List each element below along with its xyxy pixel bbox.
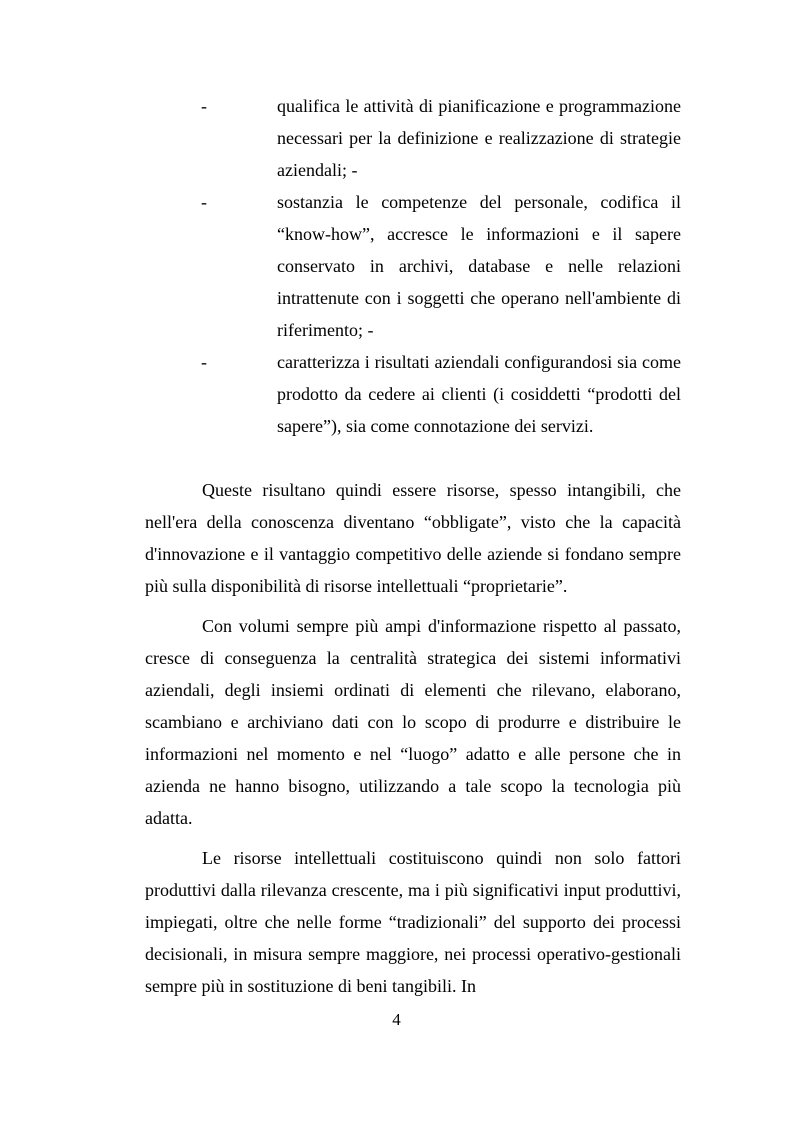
paragraph: Con volumi sempre più ampi d'informazione rispetto al passato, cresce di conseguenza la centralità strategica dei sistemi informativi aziendali, degli insiemi ordinati di elementi che rilevano, elaborano, scambiano e archiviano dati con lo scopo di produrre e distribuire le informazioni nel momento e nel “luogo” adatto e alle persone che in azienda ne hanno bisogno, utilizzando a tale scopo la tecnologia più adatta. (145, 616, 681, 828)
list-marker: - (201, 352, 207, 372)
list-item (201, 186, 681, 346)
bullet-list (201, 90, 681, 442)
list-item-text: qualifica le attività di pianificazione e programmazione necessari per la definizione e realizzazione di strategie aziendali; - (277, 96, 681, 180)
list-marker: - (201, 192, 207, 212)
list-marker: - (201, 96, 207, 116)
body-text (145, 474, 681, 1010)
paragraph: Queste risultano quindi essere risorse, spesso intangibili, che nell'era della conoscenza diventano “obbligate”, visto che la capacità d'innovazione e il vantaggio competitivo delle aziende si fondano sempre più sulla disponibilità di risorse intellettuali “proprietarie”. (145, 480, 681, 596)
list-item-text: sostanzia le competenze del personale, codifica il “know-how”, accresce le informazioni e il sapere conservato in archivi, database e nelle relazioni intrattenute con i soggetti che operano nell'ambiente di riferimento; - (277, 192, 681, 340)
list-item (201, 90, 681, 186)
page-number: 4 (392, 1010, 401, 1029)
list-item (201, 346, 681, 442)
paragraph: Le risorse intellettuali costituiscono quindi non solo fattori produttivi dalla rilevanza crescente, ma i più significativi input produttivi, impiegati, oltre che nelle forme “tradizionali” del supporto dei processi decisionali, in misura sempre maggiore, nei processi operativo-gestionali sempre più in sostituzione di beni tangibili. In (145, 848, 681, 996)
list-item-text: caratterizza i risultati aziendali configurandosi sia come prodotto da cedere ai clienti (i cosiddetti “prodotti del sapere”), sia come connotazione dei servizi. (277, 352, 681, 436)
